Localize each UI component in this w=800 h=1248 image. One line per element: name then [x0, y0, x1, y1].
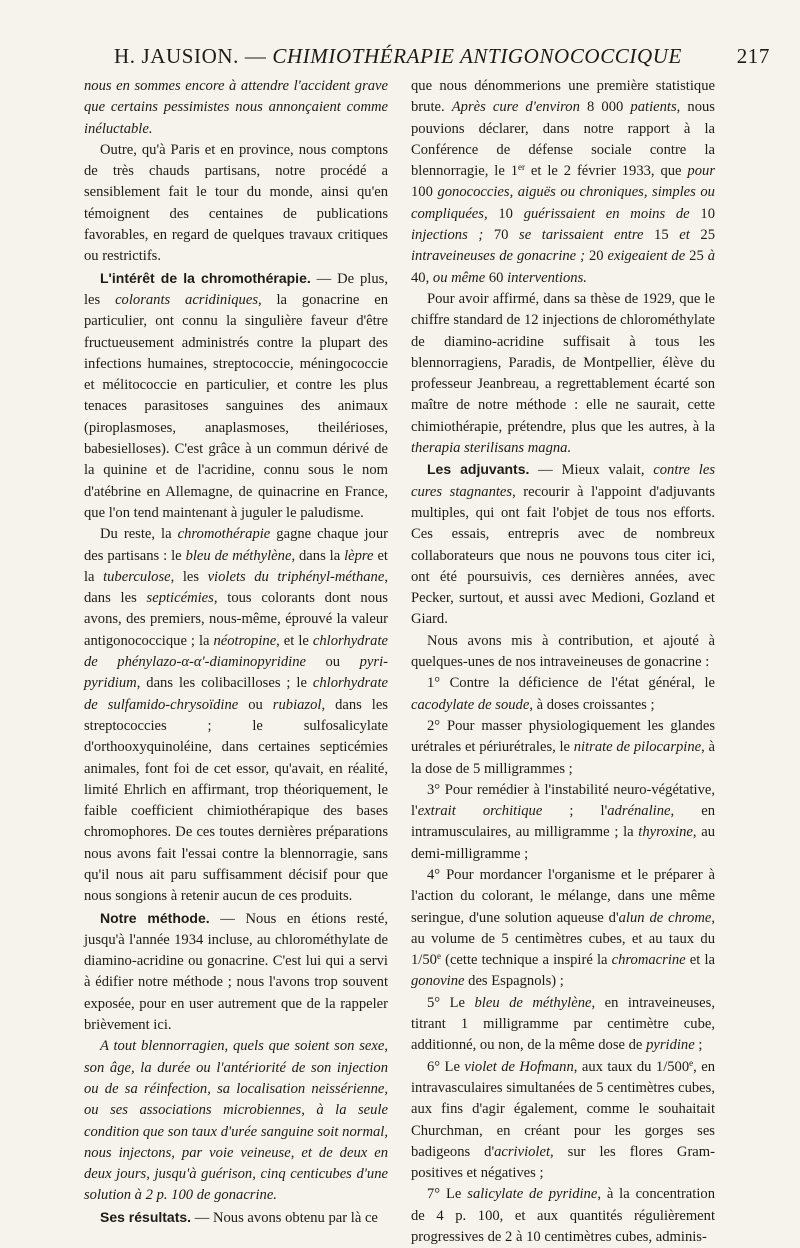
- paragraph: L'intérêt de la chromothérapie. — De plus, les colorants acridiniques, la gonacrine en particulier, ont connu la singulière faveur d'être fructueusement administrés contre la plupart des infections humaines, streptococcie, méningococcie et mélitococcie en particulier, et contre les plus tenaces parasitoses sanguines des animaux (piroplasmoses, anaplasmoses, theilérioses, babesielloses). C'est grâce à un commun dérivé de la quinine et de l'acridine, connu sous le nom d'atébrine en Allemagne, de quinacrine en France, que l'on tend maintenant à juguler le paludisme.: [84, 269, 388, 521]
- paragraph: A tout blennorragien, quels que soient son sexe, son âge, la durée ou l'antériorité de son injection ou de sa réinfection, sa localisation neissérienne, ou ses associations microbiennes, à la seule condition que son taux d'urée sanguine soit normal, nous injectons, par voie veineuse, et de deux en deux jours, jusqu'à guérison, cinq centicubes d'une solution à 2 p. 100 de gonacrine.: [84, 1038, 388, 1204]
- author-name: H. JAUSION.: [114, 44, 240, 68]
- paragraph: Les adjuvants. — Mieux valait, contre les cures stagnantes, recourir à l'appoint d'adjuvants multiples, qui ont fait l'objet de tous nos efforts. Ces essais, entrepris avec de nombreux collaborateurs que nous ne pouvons tous citer ici, ont été poursuivis, ces dernières années, avec Pecker, surtout, et aussi avec Medioni, Gozland et Giard.: [411, 461, 715, 628]
- article-title: CHIMIOTHÉRAPIE ANTIGONOCOCCIQUE: [272, 44, 682, 68]
- page-number: 217: [736, 44, 770, 68]
- list-item: 1° Contre la déficience de l'état général, le cacodylate de soude, à doses croissantes ;: [411, 675, 715, 713]
- list-item: 7° Le salicylate de pyridine, à la concentration de 4 p. 100, et aux quantités régulièrement progressives de 2 à 10 centimètres cubes, adminis-: [411, 1186, 715, 1246]
- paragraph: Notre méthode. — Nous en étions resté, jusqu'à l'année 1934 incluse, au chlorométhylate de diamino-acridine ou gonacrine. C'est lui qui a servi à édifier notre méthode ; nous l'avons trop souvent exposée, pour en user autrement que de la rappeler brièvement ici.: [84, 909, 388, 1034]
- running-title: H. JAUSION. — CHIMIOTHÉRAPIE ANTIGONOCOCCIQUE: [114, 44, 682, 68]
- section-heading: Notre méthode.: [100, 909, 210, 926]
- list-item: 5° Le bleu de méthylène, en intraveineuses, titrant 1 milligramme par centimètre cube, additionné, ou non, de la même dose de pyridine ;: [411, 994, 715, 1054]
- list-item: 4° Pour mordancer l'organisme et le préparer à l'action du colorant, le mélange, dans une même seringue, d'une solution aqueuse d'alun de chrome, au volume de 5 centimètres cubes, et au taux du 1/50e (cette technique a inspiré la chromacrine et la gonovine des Espagnols) ;: [411, 866, 715, 990]
- paragraph: Nous avons mis à contribution, et ajouté à quelques-unes de nos intraveineuses de gonacrine :: [411, 632, 715, 671]
- left-column: [84, 76, 388, 1229]
- right-column: [411, 76, 715, 1248]
- paragraph: Ses résultats. — Nous avons obtenu par là ce: [100, 1208, 378, 1226]
- paragraph: que nous dénommerions une première statistique brute. Après cure d'environ 8 000 patients, nous pouvions déclarer, dans notre rapport à la Conférence de défense sociale contre la blennorragie, le 1er et le 2 février 1933, que pour 100 gonococcies, aiguës ou chroniques, simples ou compliquées, 10 guérissaient en moins de 10 injections ; 70 se tarissaient entre 15 et 25 intraveineuses de gonacrine ; 20 exigeaient de 25 à 40, ou même 60 interventions.: [411, 78, 716, 286]
- section-heading: Les adjuvants.: [427, 461, 530, 478]
- list-item: 6° Le violet de Hofmann, aux taux du 1/500e, en intravasculaires simultanées de 5 centimètres cubes, aux fins d'agir également, comme le souhaitait Churchman, en créant pour les gorges ses badigeons d'acriviolet, sur les flores Gram-positives et négatives ;: [411, 1057, 716, 1182]
- list-item: 2° Pour masser physiologiquement les glandes urétrales et périurétrales, le nitrate de pilocarpine, à la dose de 5 milligrammes ;: [411, 717, 715, 777]
- running-head: [60, 44, 770, 74]
- list-item: 3° Pour remédier à l'instabilité neuro-végétative, l'extrait orchitique ; l'adrénaline, en intramusculaires, au milligramme ; la thyroxine, au demi-milligramme ;: [411, 781, 715, 862]
- section-heading: L'intérêt de la chromothérapie.: [100, 269, 311, 286]
- paragraph: Pour avoir affirmé, dans sa thèse de 1929, que le chiffre standard de 12 injections de chlorométhylate de diamino-acridine suffisait à tous les blennorragiens, Paradis, de Montpellier, élève du professeur Jeanbreau, a regrettablement écarté son maître de notre méthode : elle ne saurait, cette chimiothérapie, prétendre, plus que les autres, à la therapia sterilisans magna.: [411, 290, 715, 457]
- paragraph: Outre, qu'à Paris et en province, nous comptons de très chauds partisans, notre procédé a sensiblement fait le tour du monde, ainsi qu'en témoignent des centaines de publications favorables, en regard de quelques travaux critiques ou restrictifs.: [84, 141, 388, 265]
- paragraph: Du reste, la chromothérapie gagne chaque jour des partisans : le bleu de méthylène, dans la lèpre et la tuberculose, les violets du triphényl-méthane, dans les septicémies, tous colorants dont nous avons, des premiers, nous-même, éprouvé la valeur antigonococcique ; la néotropine, et le chlorhydrate de phénylazo-α-α'-diaminopyridine ou pyri-pyridium, dans les colibacilloses ; le chlorhydrate de sulfamido-chrysoïdine ou rubiazol, dans les streptococcies ; le sulfosalicylate d'orthooxyquinoléine, dans certaines septicémies animales, font foi de cet essor, qu'avait, en réalité, limité Ehrlich en affirmant, trop théoriquement, le faible coefficient chimiothérapique des bases chromophores. De ces toutes dernières préparations nous avons fait l'essai contre la blennorragie, sans qu'il nous ait paru suffisamment décisif pour que nous songions à retenir aucun de ces produits.: [84, 526, 389, 905]
- section-heading: Ses résultats.: [100, 1208, 192, 1225]
- paragraph: nous en sommes encore à attendre l'accident grave que certains pessimistes nous annonçaient comme inéluctable.: [84, 78, 388, 137]
